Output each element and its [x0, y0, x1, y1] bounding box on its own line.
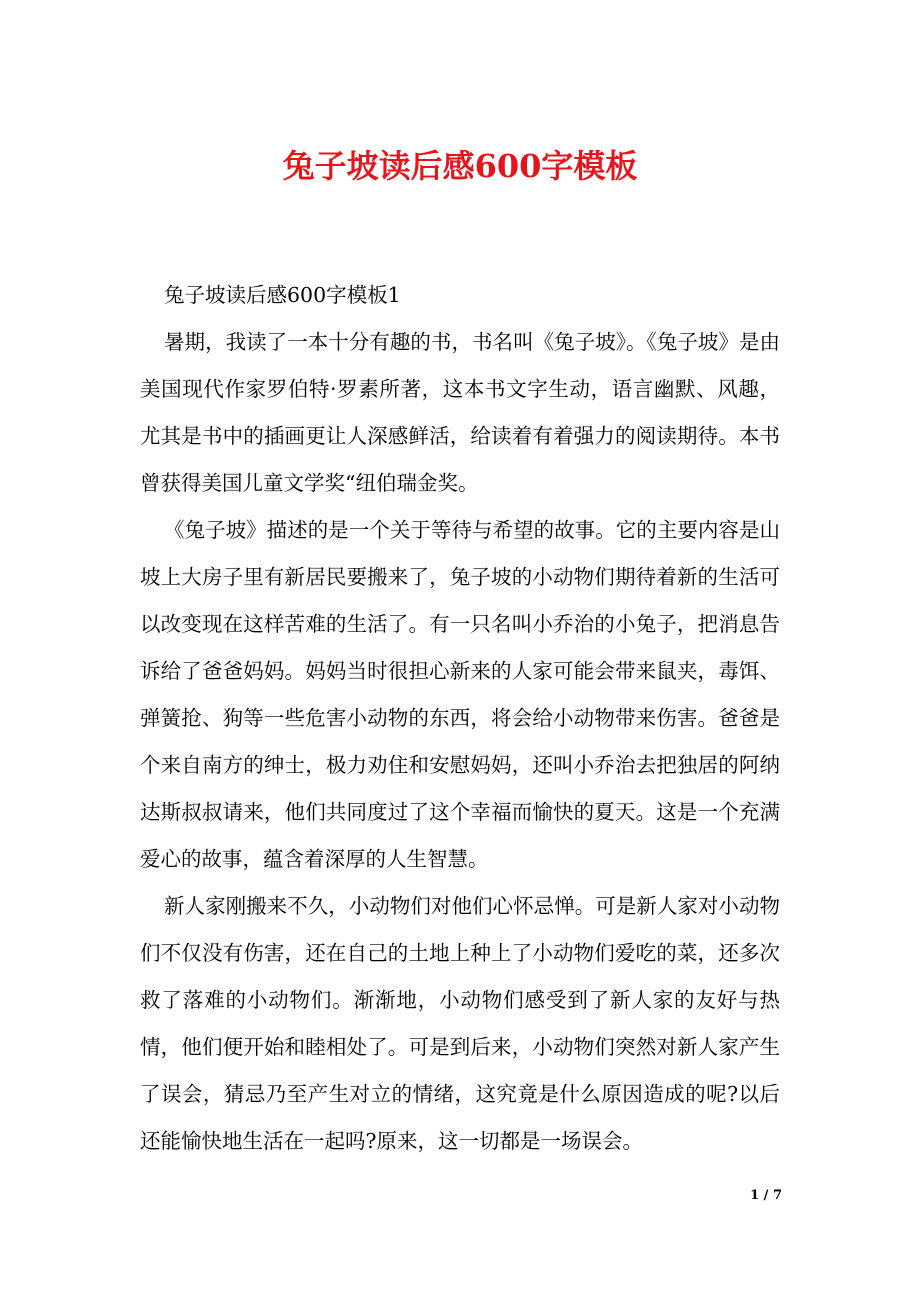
paragraph: 《兔子坡》描述的是一个关于等待与希望的故事。它的主要内容是山坡上大房子里有新居民要搬来了，兔子坡的小动物们期待着新的生活可以改变现在这样苦难的生活了。有一只名叫小乔治的小兔子，把消息告诉给了爸爸妈妈。妈妈当时很担心新来的人家可能会带来鼠夹，毒饵、弹簧抢、狗等一些危害小动物的东西，将会给小动物带来伤害。爸爸是个来自南方的绅士，极力劝住和安慰妈妈，还叫小乔治去把独居的阿纳达斯叔叔请来，他们共同度过了这个幸福而愉快的夏天。这是一个充满爱心的故事，蕴含着深厚的人生智慧。: [140, 518, 780, 871]
document-body: [140, 272, 780, 1165]
page-number: 1 / 7: [750, 1188, 782, 1203]
document-title: 兔子坡读后感600字模板: [282, 147, 638, 185]
paragraph: 新人家刚搬来不久，小动物们对他们心怀忌惮。可是新人家对小动物们不仅没有伤害，还在自己的土地上种上了小动物们爱吃的菜，还多次救了落难的小动物们。渐渐地，小动物们感受到了新人家的友好与热情，他们便开始和睦相处了。可是到后来，小动物们突然对新人家产生了误会，猜忌乃至产生对立的情绪，这究竟是什么原因造成的呢?以后还能愉快地生活在一起吗?原来，这一切都是一场误会。: [140, 894, 780, 1153]
section-heading: 兔子坡读后感600字模板1: [164, 283, 401, 307]
paragraph: 暑期，我读了一本十分有趣的书，书名叫《兔子坡》。《兔子坡》是由美国现代作家罗伯特·罗素所著，这本书文字生动，语言幽默、风趣，尤其是书中的插画更让人深感鲜活，给读着有着强力的阅读期待。本书曾获得美国儿童文学奖“纽伯瑞金奖。: [140, 330, 780, 495]
